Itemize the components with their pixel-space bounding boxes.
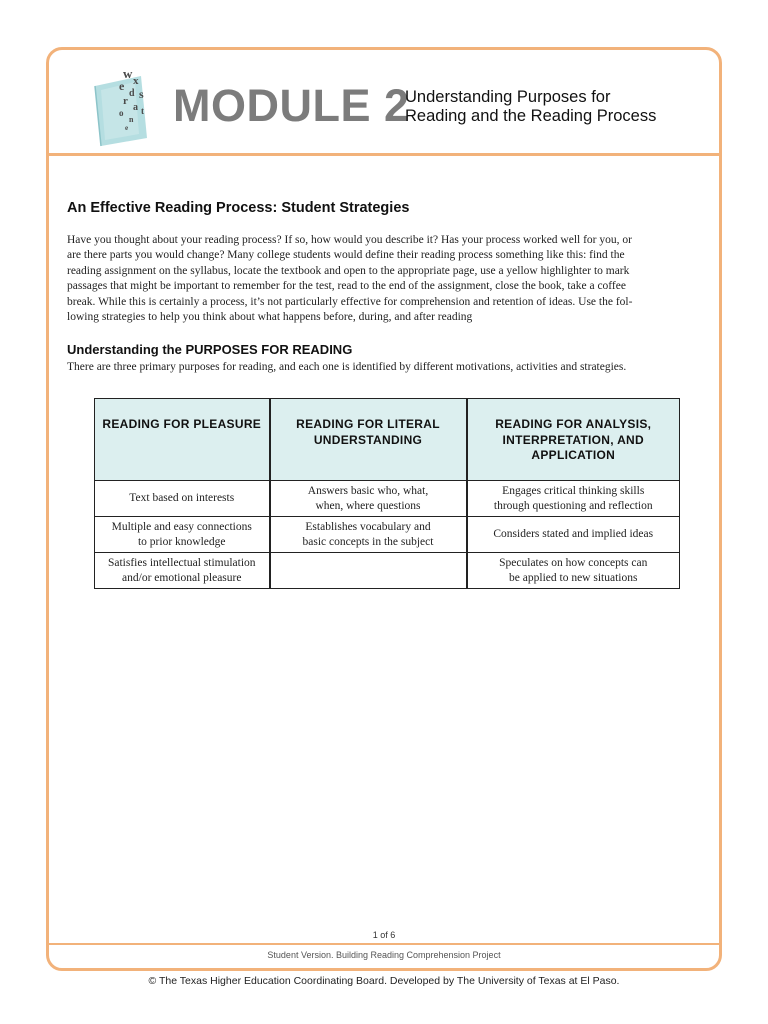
copyright-notice: © The Texas Higher Education Coordinating Board. Developed by The University of Texas at El Paso. — [148, 975, 620, 987]
header-line: READING FOR ANALYSIS, — [495, 417, 652, 431]
cell-line: when, where questions — [315, 499, 421, 512]
svg-text:o: o — [119, 108, 124, 118]
table-cell — [95, 553, 270, 589]
purposes-heading — [67, 342, 352, 357]
table-row — [95, 553, 680, 589]
svg-text:e: e — [125, 124, 129, 132]
svg-text:n: n — [129, 115, 134, 124]
table-cell — [467, 481, 680, 517]
svg-text:x: x — [133, 75, 139, 87]
book-letters-icon — [89, 64, 165, 148]
header-reading-for-pleasure — [95, 399, 270, 481]
svg-text:s: s — [139, 87, 144, 101]
footer-divider — [49, 943, 719, 945]
table-header-row — [95, 399, 680, 481]
module-title: MODULE 2 — [173, 80, 410, 131]
module-subtitle-line: Reading and the Reading Process — [405, 107, 657, 125]
header-line: APPLICATION — [531, 448, 616, 462]
intro-line: are there parts you would change? Many college students would define their reading process something like this: find the — [67, 249, 625, 262]
table-row — [95, 517, 680, 553]
intro-line: passages that might be important to remember for the test, read to the end of the assignment, close the book, take a coffee — [67, 280, 626, 293]
cell-line: Establishes vocabulary and — [305, 520, 431, 533]
header-line: READING FOR PLEASURE — [102, 417, 262, 431]
cell-line: be applied to new situations — [509, 571, 638, 584]
cell-line: basic concepts in the subject — [302, 535, 434, 548]
module-subtitle — [405, 88, 705, 126]
page-number: 1 of 6 — [372, 930, 396, 940]
intro-paragraph — [67, 233, 687, 325]
footer-project: Student Version. Building Reading Comprehension Project — [267, 950, 501, 960]
table-cell-empty — [270, 553, 467, 589]
cell-line: Multiple and easy connections — [111, 520, 252, 533]
section-heading: An Effective Reading Process: Student Strategies — [67, 200, 410, 216]
module-subtitle-line: Understanding Purposes for — [405, 88, 611, 106]
header-line: READING FOR LITERAL — [296, 417, 440, 431]
header-line: UNDERSTANDING — [313, 432, 423, 447]
cell-line: Answers basic who, what, — [307, 484, 429, 497]
table-row — [95, 481, 680, 517]
intro-line: Have you thought about your reading process? If so, how would you describe it? Has your process worked well for you, or — [67, 234, 632, 246]
cell-line: and/or emotional pleasure — [122, 571, 242, 584]
table-cell — [467, 553, 680, 589]
cell-line: Considers stated and implied ideas — [493, 528, 654, 540]
purposes-table — [94, 398, 680, 589]
header-reading-for-literal-understanding — [270, 399, 467, 481]
cell-line: Engages critical thinking skills — [502, 484, 645, 497]
intro-line: reading assignment on the syllabus, locate the textbook and open to the appropriate page, use a yellow highlighter to mark — [67, 264, 630, 277]
page-frame — [46, 47, 722, 971]
cell-line: to prior knowledge — [137, 535, 226, 548]
header-divider — [49, 153, 719, 156]
table-cell — [270, 481, 467, 517]
intro-line: lowing strategies to help you think about what happens before, during, and after reading — [67, 311, 473, 324]
svg-text:w: w — [123, 66, 133, 81]
cell-line: Text based on interests — [129, 492, 235, 504]
svg-text:t: t — [141, 106, 144, 116]
svg-text:a: a — [133, 102, 138, 113]
table-cell — [95, 517, 270, 553]
purposes-heading-prefix: Understanding the — [67, 342, 186, 357]
purposes-heading-emphasis: PURPOSES FOR READING — [185, 342, 353, 357]
table-cell — [270, 517, 467, 553]
header-line: INTERPRETATION, AND — [502, 432, 644, 447]
svg-text:e: e — [119, 79, 125, 93]
purposes-description: There are three primary purposes for reading, and each one is identified by different motivations, activities and strategies. — [67, 361, 627, 373]
svg-text:d: d — [129, 88, 135, 99]
svg-text:r: r — [123, 95, 128, 107]
table-cell — [95, 481, 270, 517]
cell-line: Speculates on how concepts can — [499, 556, 648, 569]
intro-line: break. While this is certainly a process, it’s not particularly effective for comprehension and retention of ideas. Use the fol- — [67, 295, 633, 308]
table-cell — [467, 517, 680, 553]
header-reading-for-analysis — [467, 399, 680, 481]
cell-line: Satisfies intellectual stimulation — [107, 556, 256, 569]
cell-line: through questioning and reflection — [493, 499, 653, 512]
